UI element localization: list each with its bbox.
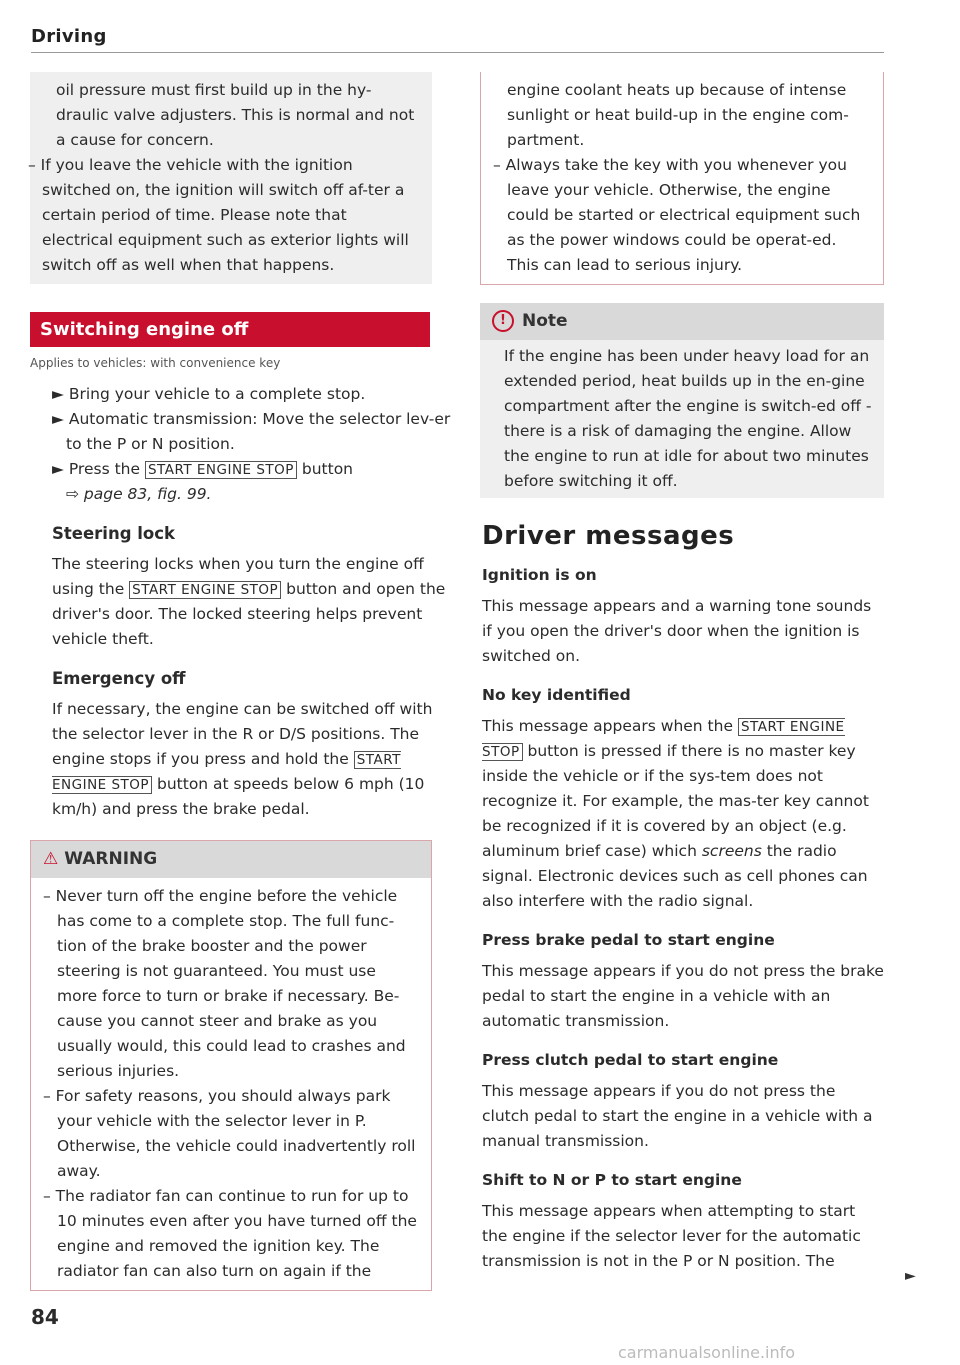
warning-title: WARNING xyxy=(64,849,158,869)
steering-lock-heading: Steering lock xyxy=(52,524,175,543)
ignition-note: – If you leave the vehicle with the ignition switched on, the ignition will switch off af-ter a certain period of time. Please note that electrical equipment such as exterior lights will switch off as well when that happens. xyxy=(28,156,409,274)
shift-heading: Shift to N or P to start engine xyxy=(482,1171,742,1189)
note-header xyxy=(480,303,884,340)
driver-messages-heading: Driver messages xyxy=(482,521,735,551)
step-3 xyxy=(52,457,452,482)
start-stop-key-label: START ENGINE STOP xyxy=(52,752,401,793)
step-1: ► Bring your vehicle to a complete stop. xyxy=(52,385,366,403)
no-key-heading: No key identified xyxy=(482,686,631,704)
section-title-switching-off: Switching engine off xyxy=(30,312,430,347)
emergency-off-text: If necessary, the engine can be switched off with the selector lever in the R or D/S positions. The engine stops if you press and hold the START ENGINE STOP button at speeds below 6 mph (10 km/h) and press the brake pedal. xyxy=(52,700,433,818)
step-3-pre: ► Press the xyxy=(52,460,145,478)
warning-item: – For safety reasons, you should always park your vehicle with the selector lever in P. Otherwise, the vehicle could inadvertently roll away. xyxy=(43,1087,416,1180)
page-reference-link[interactable]: ⇨ page 83, fig. 99. xyxy=(66,485,212,503)
warning-body xyxy=(31,878,431,1290)
start-stop-key-label: START ENGINE STOP xyxy=(145,461,297,479)
brake-pedal-heading: Press brake pedal to start engine xyxy=(482,931,775,949)
left-column xyxy=(28,72,452,1291)
applies-to: Applies to vehicles: with convenience key xyxy=(30,356,281,370)
brake-pedal-text: This message appears if you do not press the brake pedal to start the engine in a vehicle with an automatic transmission. xyxy=(482,962,884,1030)
watermark: carmanualsonline.info xyxy=(618,1343,796,1362)
warning-continued-text: engine coolant heats up because of intense sunlight or heat build-up in the engine com-partment. xyxy=(507,81,849,149)
warning-header xyxy=(31,841,431,878)
step-2: ► Automatic transmission: Move the selector lev-er to the P or N position. xyxy=(52,410,451,453)
clutch-pedal-heading: Press clutch pedal to start engine xyxy=(482,1051,779,1069)
page-number: 84 xyxy=(31,1305,59,1329)
warning-item: – The radiator fan can continue to run for up to 10 minutes even after you have turned off the engine and removed the ignition key. The radiator fan can also turn on again if the xyxy=(43,1187,417,1280)
page-header-title: Driving xyxy=(31,26,107,47)
ignition-on-heading: Ignition is on xyxy=(482,566,597,584)
note-title: Note xyxy=(522,311,568,331)
warning-triangle-icon: ⚠ xyxy=(43,849,59,869)
note-body: If the engine has been under heavy load for an extended period, heat builds up in the en-gine compartment after the engine is switch-ed off - there is a risk of damaging the engine. Allow the engine to run at idle for about two minutes before switching it off. xyxy=(504,347,872,490)
warning-continued-box xyxy=(480,72,884,285)
header-rule xyxy=(31,52,884,53)
continued-text: oil pressure must first build up in the hy-draulic valve adjusters. This is normal and not a cause for concern. xyxy=(56,81,415,149)
shift-text: This message appears when attempting to start the engine if the selector lever for the automatic transmission is not in the P or N position. The xyxy=(482,1202,861,1270)
step-3-post: button xyxy=(296,460,354,478)
warning-item: – Never turn off the engine before the vehicle has come to a complete stop. The full func-tion of the brake booster and the power steering is not guaranteed. You must use more force to turn or brake if necessary. Be-cause you cannot steer and brake as you usually would, this could lead to crashes and serious injuries. xyxy=(43,887,406,1080)
start-stop-key-label: START ENGINE STOP xyxy=(129,581,281,599)
emergency-off-heading: Emergency off xyxy=(52,669,186,688)
warning-box xyxy=(30,840,432,1291)
clutch-pedal-text: This message appears if you do not press the clutch pedal to start the engine in a vehicle with a manual transmission. xyxy=(482,1082,873,1150)
note-box xyxy=(480,303,884,498)
no-key-text: This message appears when the START ENGINE STOP button is pressed if there is no master key inside the vehicle or if the sys-tem does not recognize it. For example, the mas-ter key cannot be recognized if it is covered by an object (e.g. aluminum brief case) which screens the radio signal. Electronic devices such as cell phones can also interfere with the radio signal. xyxy=(482,717,869,910)
warning-item: – Always take the key with you whenever you leave your vehicle. Otherwise, the engine could be started or electrical equipment such as the power windows could be operat-ed. This can lead to serious injury. xyxy=(493,156,861,274)
continued-block xyxy=(30,72,432,284)
ignition-on-text: This message appears and a warning tone sounds if you open the driver's door when the ignition is switched on. xyxy=(482,597,872,665)
note-info-icon: ! xyxy=(492,310,514,332)
steering-lock-text: The steering locks when you turn the engine off using the START ENGINE STOP button and open the driver's door. The locked steering helps prevent vehicle theft. xyxy=(52,555,446,648)
right-column xyxy=(482,72,884,1274)
continue-arrow-icon: ► xyxy=(905,1268,916,1284)
start-stop-key-label: START ENGINE STOP xyxy=(482,719,845,760)
